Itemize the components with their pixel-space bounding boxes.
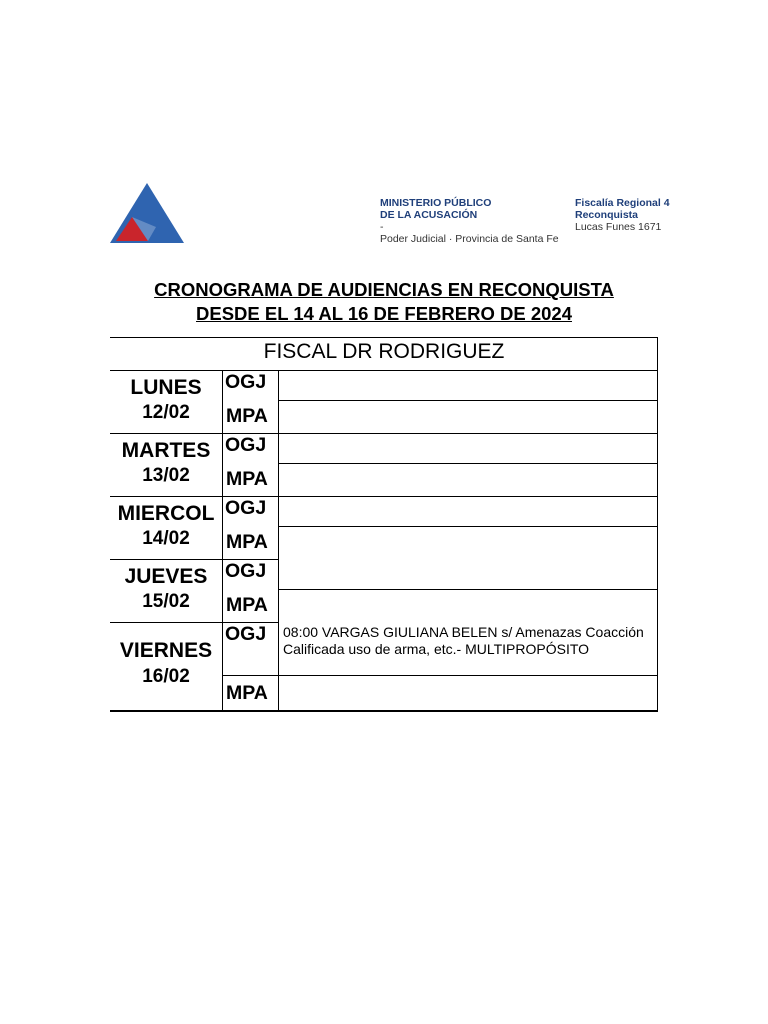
schedule-table xyxy=(110,337,658,711)
day-date: 12/02 xyxy=(142,402,190,423)
institution-name-line1: MINISTERIO PÚBLICO xyxy=(380,197,492,209)
region-block xyxy=(575,197,670,233)
day-label: LUNES xyxy=(130,376,202,399)
region-address: Lucas Funes 1671 xyxy=(575,221,662,233)
day-date: 14/02 xyxy=(142,528,190,549)
ogj-label: OGJ xyxy=(225,497,267,519)
document-title: CRONOGRAMA DE AUDIENCIAS EN RECONQUISTA xyxy=(154,279,614,300)
day-label: MIERCOL xyxy=(117,502,215,525)
mpa-label: MPA xyxy=(226,405,268,427)
institution-dash: - xyxy=(380,221,384,233)
ogj-label: OGJ xyxy=(225,371,267,393)
day-label: MARTES xyxy=(121,439,211,462)
mpa-label: MPA xyxy=(226,594,268,616)
triangle-logo xyxy=(108,181,186,247)
ogj-label: OGJ xyxy=(225,560,267,582)
mpa-label: MPA xyxy=(226,468,268,490)
document-subtitle: DESDE EL 14 AL 16 DE FEBRERO DE 2024 xyxy=(196,303,572,324)
institution-name-line2: DE LA ACUSACIÓN xyxy=(380,209,478,221)
day-label: VIERNES xyxy=(119,639,213,662)
ogj-label: OGJ xyxy=(225,434,267,456)
region-city: Reconquista xyxy=(575,209,639,221)
day-label: JUEVES xyxy=(124,565,208,588)
ogj-hearing-text: 08:00 VARGAS GIULIANA BELEN s/ Amenazas Coacción Calificada uso de arma, etc.- MULTIPROPÓSITO xyxy=(283,624,644,657)
institution-subtitle: Poder Judicial · Provincia de Santa Fe xyxy=(380,233,559,245)
fiscal-header: FISCAL DR RODRIGUEZ xyxy=(263,340,505,363)
ogj-label: OGJ xyxy=(225,623,267,645)
mpa-label: MPA xyxy=(226,531,268,553)
day-date: 15/02 xyxy=(142,591,190,612)
day-date: 13/02 xyxy=(142,465,190,486)
mpa-label: MPA xyxy=(226,682,268,704)
day-date: 16/02 xyxy=(142,666,190,687)
institution-block xyxy=(380,197,559,245)
region-name: Fiscalía Regional 4 xyxy=(575,197,670,209)
